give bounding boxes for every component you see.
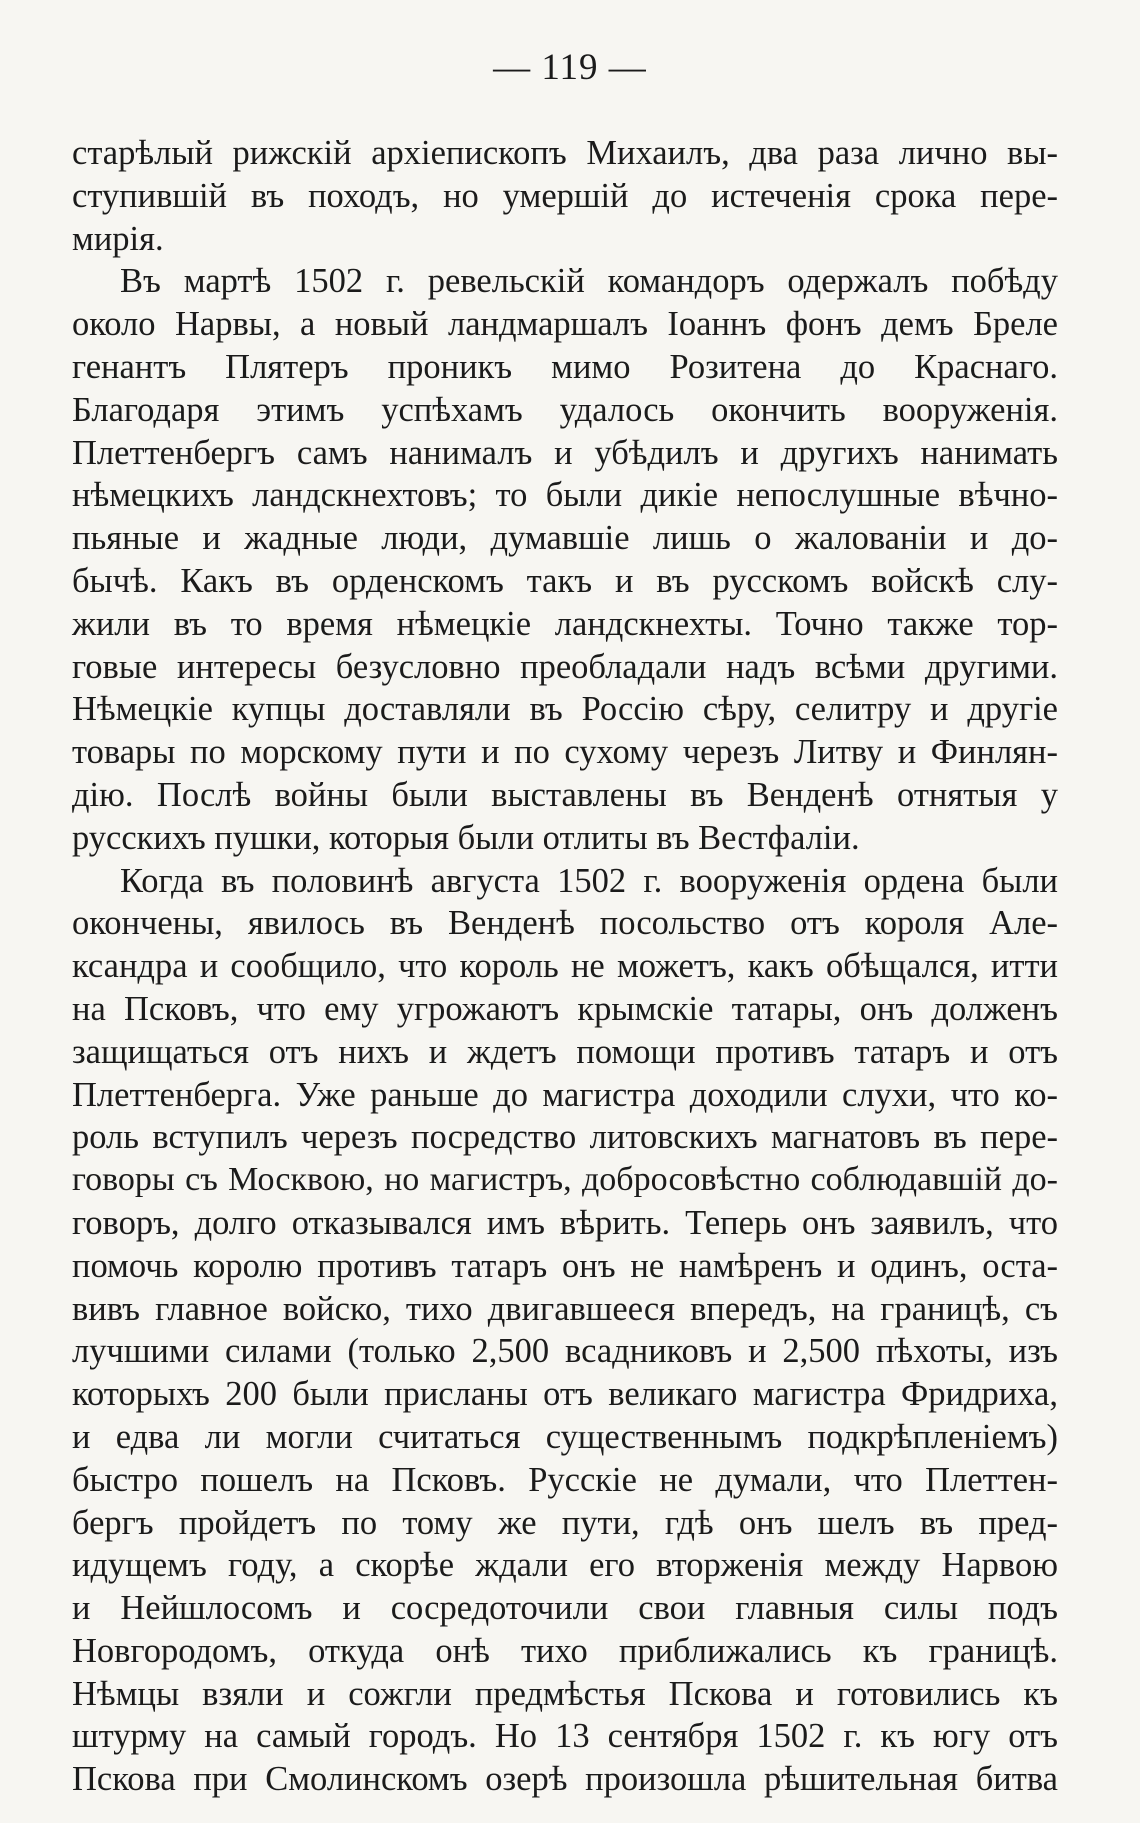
text-line: и едва ли могли считаться существеннымъ подкрѣпленіемъ) [72,1417,1058,1456]
text-line: вивъ главное войско, тихо двигавшееся впередъ, на границѣ, съ [72,1289,1058,1328]
text-line: Плеттенберга. Уже раньше до магистра доходили слухи, что ко- [72,1075,1058,1114]
text-line: помочь королю противъ татаръ онъ не намѣренъ и одинъ, оста- [72,1246,1058,1285]
text-line: бычѣ. Какъ въ орденскомъ такъ и въ русскомъ войскѣ слу- [72,561,1058,600]
text-line: пьяные и жадные люди, думавшіе лишь о жалованіи и до- [72,519,1058,558]
text-line: роль вступилъ черезъ посредство литовскихъ магнатовъ въ пере- [72,1118,1058,1157]
text-line: бергъ пройдетъ по тому же пути, гдѣ онъ шелъ въ пред- [72,1503,1058,1542]
text-line: старѣлый рижскій архіепископъ Михаилъ, два раза лично вы- [72,134,1058,172]
text-line: быстро пошелъ на Псковъ. Русскіе не думали, что Плеттен- [72,1460,1058,1499]
text-line: штурму на самый городъ. Но 13 сентября 1502 г. къ югу отъ [72,1717,1058,1756]
text-line: говоръ, долго отказывался имъ вѣрить. Теперь онъ заявилъ, что [72,1203,1058,1242]
text-line: Нѣмцы взяли и сожгли предмѣстья Пскова и готовились къ [72,1674,1058,1713]
text-line: защищаться отъ нихъ и ждетъ помощи противъ татаръ и отъ [72,1032,1058,1071]
text-line: около Нарвы, а новый ландмаршалъ Іоаннъ фонъ демъ Бреле [72,305,1058,344]
text-line: нѣмецкихъ ландскнехтовъ; то были дикіе непослушные вѣчно- [72,476,1058,515]
text-line: дію. Послѣ войны были выставлены въ Венденѣ отнятыя у [72,775,1058,814]
text-line: ксандра и сообщило, что король не можетъ, какъ обѣщался, итти [72,947,1058,986]
text-line: на Псковъ, что ему угрожаютъ крымскіе татары, онъ долженъ [72,989,1058,1028]
text-line: мирія. [72,219,164,258]
text-line: Нѣмецкіе купцы доставляли въ Россію сѣру, селитру и другіе [72,690,1058,729]
text-line: говые интересы безусловно преобладали надъ всѣми другими. [72,647,1058,686]
body-text [72,132,1058,1801]
text-line: говоры съ Москвою, но магистръ, добросовѣстно соблюдавшій до- [72,1161,1058,1199]
text-line: Когда въ половинѣ августа 1502 г. вооруженія ордена были [120,861,1058,900]
text-line: которыхъ 200 были присланы отъ великаго магистра Фридриха, [72,1375,1058,1414]
text-line: Плеттенбергъ самъ нанималъ и убѣдилъ и другихъ нанимать [72,433,1058,472]
text-line: Благодаря этимъ успѣхамъ удалось окончить вооруженія. [72,390,1058,429]
text-line: Новгородомъ, откуда онѣ тихо приближались къ границѣ. [72,1631,1058,1670]
text-line: идущемъ году, а скорѣе ждали его вторженія между Нарвою [72,1546,1058,1585]
text-line: товары по морскому пути и по сухому черезъ Литву и Финлян- [72,733,1058,772]
text-line: окончены, явилось въ Венденѣ посольство отъ короля Але- [72,904,1058,943]
text-line: Пскова при Смолинскомъ озерѣ произошла рѣшительная битва [72,1760,1058,1799]
text-line: лучшими силами (только 2,500 всадниковъ и 2,500 пѣхоты, изъ [72,1332,1058,1371]
page-number: — 119 — [493,47,647,88]
text-line: жили въ то время нѣмецкіе ландскнехты. Точно также тор- [72,604,1058,643]
text-line: и Нейшлосомъ и сосредоточили свои главныя силы подъ [72,1589,1058,1628]
text-line: ступившій въ походъ, но умершій до истеченія срока пере- [72,176,1058,215]
text-line: Въ мартѣ 1502 г. ревельскій командоръ одержалъ побѣду [120,262,1058,301]
text-line: генантъ Плятеръ проникъ мимо Розитена до Краснаго. [72,347,1058,386]
text-line: русскихъ пушки, которыя были отлиты въ Вестфаліи. [72,818,860,857]
